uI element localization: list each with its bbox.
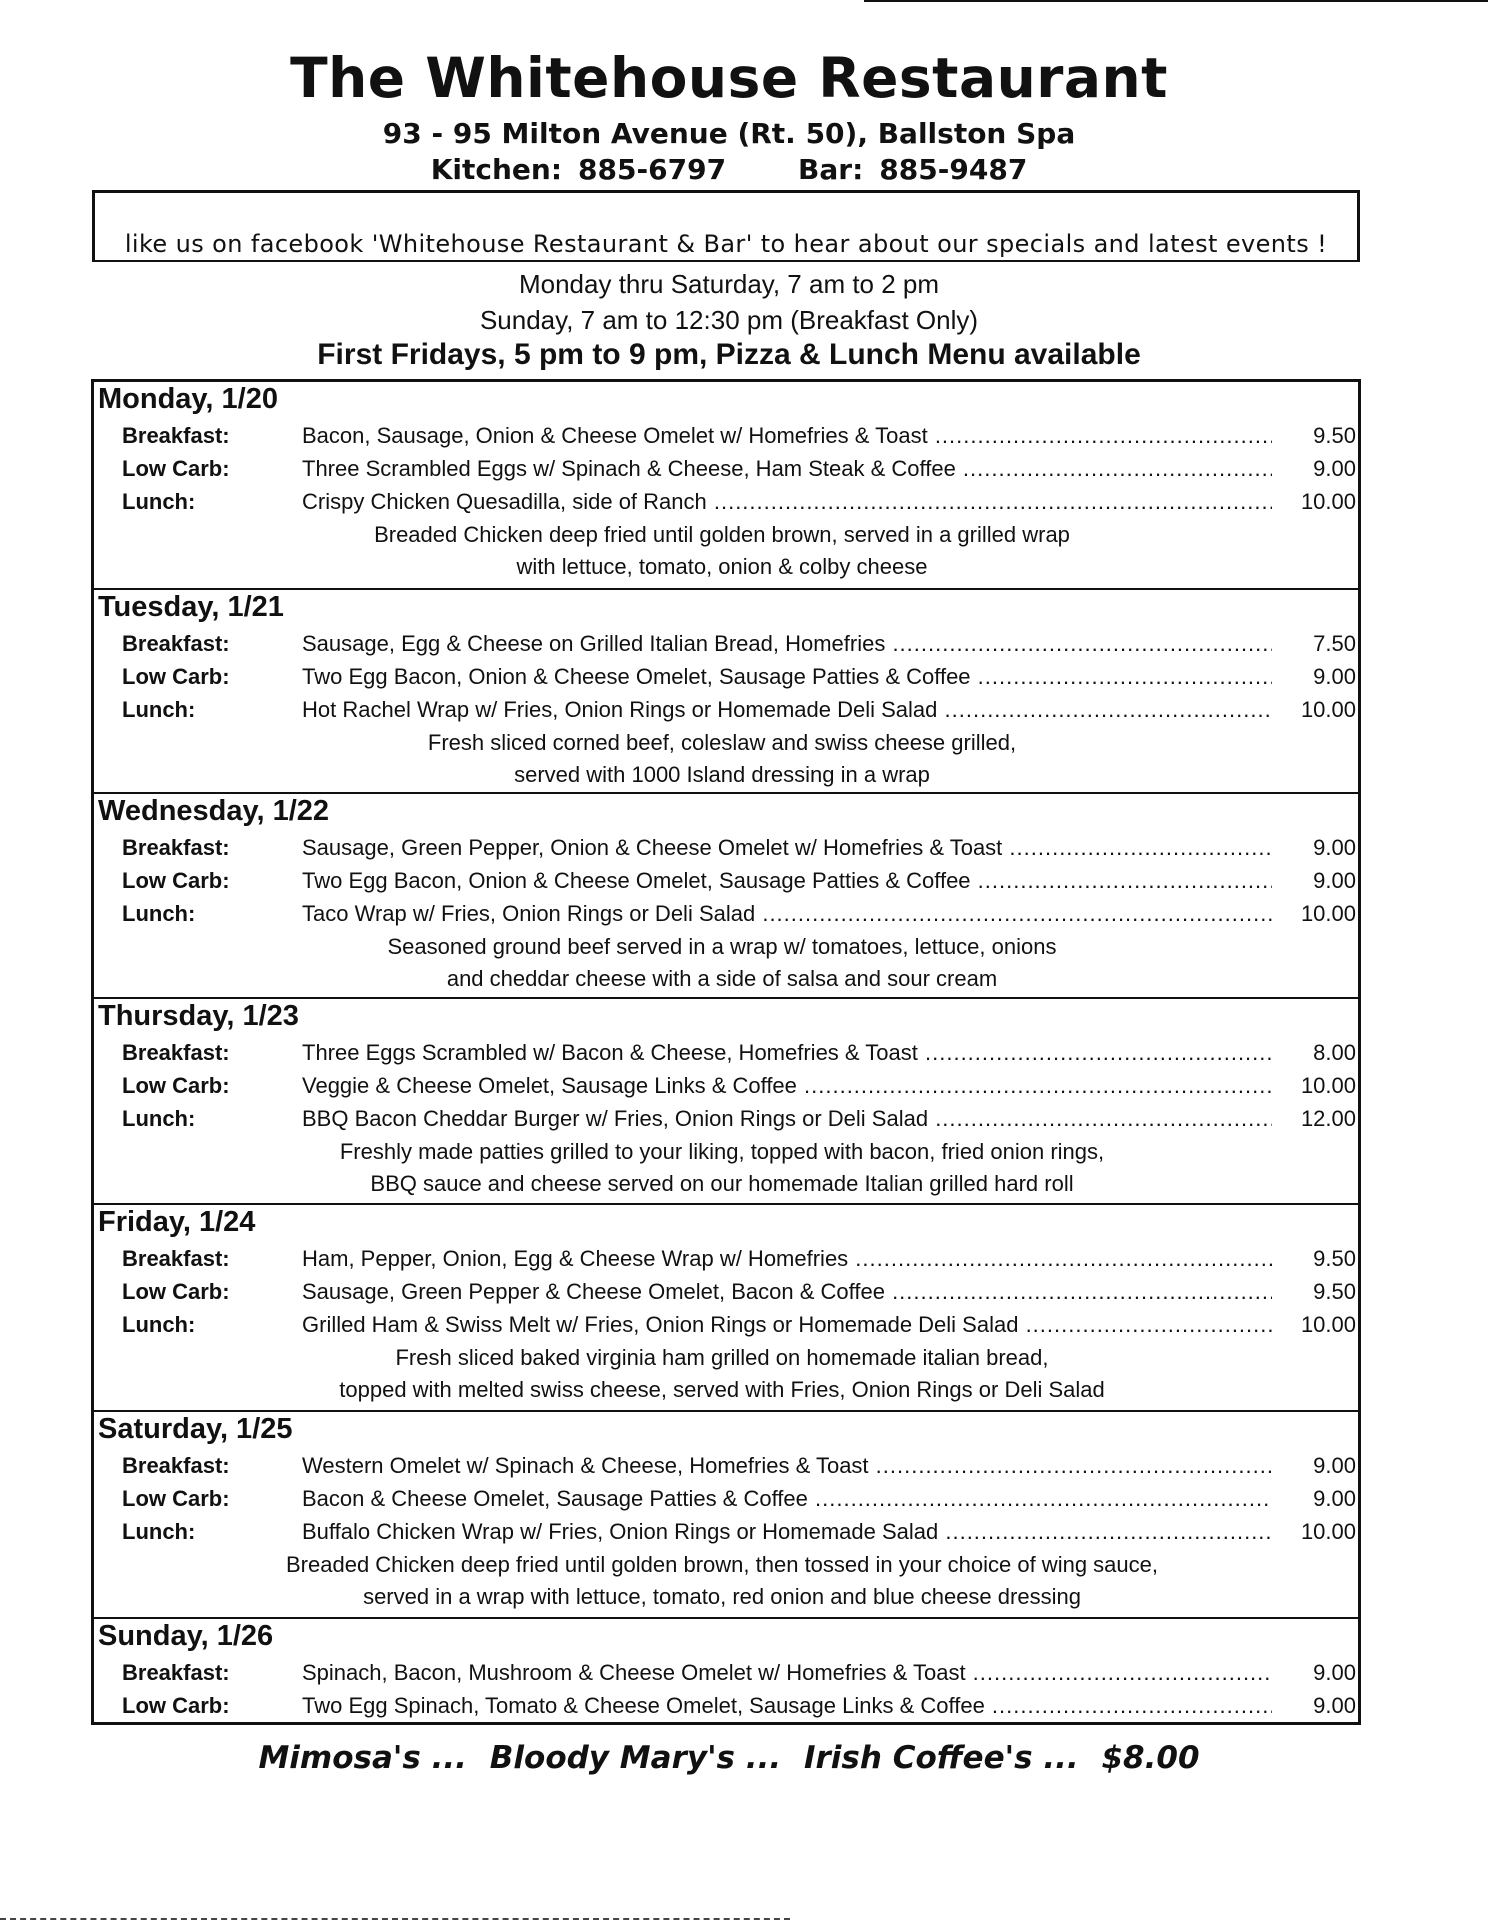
bottom-rule bbox=[0, 1918, 790, 1922]
drink-mimosa: Mimosa's ... bbox=[258, 1740, 467, 1776]
menu-item-row bbox=[94, 1483, 1358, 1515]
drink-price: $8.00 bbox=[1101, 1740, 1200, 1776]
menu-item-price: 9.50 bbox=[1313, 1279, 1356, 1304]
meal-label: Low Carb: bbox=[122, 1279, 230, 1304]
meal-label: Lunch: bbox=[122, 1312, 196, 1337]
menu-item-description: Breaded Chicken deep fried until golden brown, then tossed in your choice of wing sauce, bbox=[286, 1552, 1158, 1577]
menu-item-row bbox=[94, 1690, 1358, 1722]
menu-item-description: Fresh sliced baked virginia ham grilled on homemade italian bread, bbox=[395, 1345, 1049, 1370]
header bbox=[0, 40, 1458, 188]
meal-label: Breakfast: bbox=[122, 835, 230, 860]
bar-phone: 885-9487 bbox=[879, 153, 1028, 186]
menu-item-description: Breaded Chicken deep fried until golden brown, served in a grilled wrap bbox=[374, 522, 1070, 547]
menu-item-price: 10.00 bbox=[1300, 697, 1356, 722]
menu-item-name: Buffalo Chicken Wrap w/ Fries, Onion Rings or Homemade Salad ..... bbox=[302, 1516, 1272, 1548]
hours-sunday: Sunday, 7 am to 12:30 pm (Breakfast Only) bbox=[479, 305, 979, 335]
menu-item-name: Sausage, Green Pepper & Cheese Omelet, Bacon & Coffee ..... bbox=[302, 1276, 1272, 1308]
menu-item-row bbox=[94, 1516, 1358, 1548]
menu-item-row bbox=[94, 865, 1358, 897]
menu-item-description: served with 1000 Island dressing in a wrap bbox=[514, 762, 930, 787]
menu-item-name: Taco Wrap w/ Fries, Onion Rings or Deli Salad ..... bbox=[302, 898, 1272, 930]
day-heading: Wednesday, 1/22 bbox=[98, 795, 330, 827]
meal-label: Breakfast: bbox=[122, 1660, 230, 1685]
meal-label: Breakfast: bbox=[122, 1453, 230, 1478]
restaurant-address: 93 - 95 Milton Avenue (Rt. 50), Ballston Spa bbox=[382, 117, 1076, 150]
meal-label: Low Carb: bbox=[122, 456, 230, 481]
drink-specials bbox=[0, 1740, 1458, 1776]
menu-item-price: 8.00 bbox=[1313, 1040, 1356, 1065]
menu-item-row bbox=[94, 628, 1358, 660]
meal-label: Low Carb: bbox=[122, 664, 230, 689]
menu-item-name: Three Scrambled Eggs w/ Spinach & Cheese, Ham Steak & Coffee ..... bbox=[302, 453, 1272, 485]
menu-item-row bbox=[94, 832, 1358, 864]
menu-item-row bbox=[94, 1103, 1358, 1135]
day-section bbox=[94, 997, 1358, 1203]
hours bbox=[0, 266, 1458, 338]
menu-item-row bbox=[94, 1276, 1358, 1308]
day-section bbox=[94, 588, 1358, 792]
menu-item-price: 9.00 bbox=[1313, 456, 1356, 481]
menu-item-row bbox=[94, 1309, 1358, 1341]
restaurant-name: The Whitehouse Restaurant bbox=[290, 46, 1168, 110]
meal-label: Lunch: bbox=[122, 1106, 196, 1131]
meal-label: Low Carb: bbox=[122, 1073, 230, 1098]
day-heading: Monday, 1/20 bbox=[98, 383, 278, 415]
menu-item-price: 10.00 bbox=[1300, 489, 1356, 514]
bar-label: Bar: bbox=[798, 153, 864, 186]
menu-item-name: Three Eggs Scrambled w/ Bacon & Cheese, Homefries & Toast ..... bbox=[302, 1037, 1272, 1069]
menu-item-row bbox=[94, 898, 1358, 930]
menu-item-name: Spinach, Bacon, Mushroom & Cheese Omelet w/ Homefries & Toast ..... bbox=[302, 1657, 1272, 1689]
meal-label: Breakfast: bbox=[122, 1246, 230, 1271]
menu-item-row bbox=[94, 486, 1358, 518]
weekly-menu bbox=[91, 379, 1361, 1725]
menu-item-name: Two Egg Bacon, Onion & Cheese Omelet, Sausage Patties & Coffee ..... bbox=[302, 865, 1272, 897]
menu-item-row bbox=[94, 420, 1358, 452]
meal-label: Lunch: bbox=[122, 1519, 196, 1544]
day-section bbox=[94, 1410, 1358, 1617]
menu-item-description: Freshly made patties grilled to your liking, topped with bacon, fried onion rings, bbox=[339, 1139, 1105, 1164]
menu-item-description: served in a wrap with lettuce, tomato, red onion and blue cheese dressing bbox=[363, 1584, 1081, 1609]
day-section bbox=[94, 1203, 1358, 1410]
meal-label: Lunch: bbox=[122, 697, 196, 722]
top-rule bbox=[864, 0, 1488, 2]
menu-item-price: 9.00 bbox=[1313, 1660, 1356, 1685]
day-section bbox=[94, 382, 1358, 588]
meal-label: Lunch: bbox=[122, 489, 196, 514]
menu-item-name: Ham, Pepper, Onion, Egg & Cheese Wrap w/ Homefries ..... bbox=[302, 1243, 1272, 1275]
phone-numbers bbox=[0, 152, 1458, 188]
meal-label: Low Carb: bbox=[122, 1693, 230, 1718]
menu-item-name: Two Egg Spinach, Tomato & Cheese Omelet, Sausage Links & Coffee ..... bbox=[302, 1690, 1272, 1722]
menu-item-price: 9.50 bbox=[1313, 1246, 1356, 1271]
menu-item-description: topped with melted swiss cheese, served with Fries, Onion Rings or Deli Salad bbox=[339, 1377, 1105, 1402]
menu-item-description: Seasoned ground beef served in a wrap w/ tomatoes, lettuce, onions bbox=[387, 934, 1057, 959]
drink-irish-coffee: Irish Coffee's ... bbox=[803, 1740, 1079, 1776]
menu-item-name: Sausage, Green Pepper, Onion & Cheese Omelet w/ Homefries & Toast ..... bbox=[302, 832, 1272, 864]
day-heading: Tuesday, 1/21 bbox=[98, 591, 284, 623]
menu-item-name: Hot Rachel Wrap w/ Fries, Onion Rings or Homemade Deli Salad ..... bbox=[302, 694, 1272, 726]
menu-item-row bbox=[94, 1450, 1358, 1482]
facebook-note: like us on facebook 'Whitehouse Restaurant & Bar' to hear about our specials and latest events ! bbox=[124, 230, 1328, 258]
menu-item-price: 9.50 bbox=[1313, 423, 1356, 448]
menu-item-row bbox=[94, 694, 1358, 726]
menu-item-name: Two Egg Bacon, Onion & Cheese Omelet, Sausage Patties & Coffee ..... bbox=[302, 661, 1272, 693]
meal-label: Breakfast: bbox=[122, 423, 230, 448]
menu-item-name: Grilled Ham & Swiss Melt w/ Fries, Onion Rings or Homemade Deli Salad ..... bbox=[302, 1309, 1272, 1341]
facebook-box bbox=[92, 190, 1360, 262]
meal-label: Low Carb: bbox=[122, 1486, 230, 1511]
menu-item-price: 9.00 bbox=[1313, 1486, 1356, 1511]
menu-item-description: Fresh sliced corned beef, coleslaw and swiss cheese grilled, bbox=[427, 730, 1017, 755]
menu-item-price: 9.00 bbox=[1313, 1453, 1356, 1478]
menu-item-row bbox=[94, 1243, 1358, 1275]
hours-weekday: Monday thru Saturday, 7 am to 2 pm bbox=[518, 269, 940, 299]
day-heading: Friday, 1/24 bbox=[98, 1206, 256, 1238]
menu-item-price: 9.00 bbox=[1313, 868, 1356, 893]
menu-item-description: BBQ sauce and cheese served on our homemade Italian grilled hard roll bbox=[370, 1171, 1074, 1196]
menu-item-description: and cheddar cheese with a side of salsa and sour cream bbox=[446, 966, 998, 991]
menu-item-name: Veggie & Cheese Omelet, Sausage Links & Coffee ..... bbox=[302, 1070, 1272, 1102]
kitchen-label: Kitchen: bbox=[430, 153, 563, 186]
meal-label: Lunch: bbox=[122, 901, 196, 926]
menu-item-price: 9.00 bbox=[1313, 664, 1356, 689]
menu-item-description: with lettuce, tomato, onion & colby cheese bbox=[516, 554, 928, 579]
menu-item-price: 9.00 bbox=[1313, 1693, 1356, 1718]
menu-item-row bbox=[94, 1070, 1358, 1102]
meal-label: Low Carb: bbox=[122, 868, 230, 893]
day-heading: Saturday, 1/25 bbox=[98, 1413, 293, 1445]
day-heading: Sunday, 1/26 bbox=[98, 1620, 274, 1652]
menu-item-name: Bacon & Cheese Omelet, Sausage Patties & Coffee ..... bbox=[302, 1483, 1272, 1515]
menu-item-price: 12.00 bbox=[1300, 1106, 1356, 1131]
menu-item-row bbox=[94, 1037, 1358, 1069]
day-heading: Thursday, 1/23 bbox=[98, 1000, 299, 1032]
menu-item-name: BBQ Bacon Cheddar Burger w/ Fries, Onion Rings or Deli Salad ..... bbox=[302, 1103, 1272, 1135]
drink-bloody-mary: Bloody Mary's ... bbox=[489, 1740, 782, 1776]
meal-label: Breakfast: bbox=[122, 1040, 230, 1065]
menu-item-row bbox=[94, 453, 1358, 485]
menu-item-row bbox=[94, 661, 1358, 693]
menu-item-name: Bacon, Sausage, Onion & Cheese Omelet w/ Homefries & Toast ..... bbox=[302, 420, 1272, 452]
menu-item-name: Western Omelet w/ Spinach & Cheese, Homefries & Toast ..... bbox=[302, 1450, 1272, 1482]
day-section bbox=[94, 792, 1358, 997]
menu-item-row bbox=[94, 1657, 1358, 1689]
menu-item-name: Sausage, Egg & Cheese on Grilled Italian Bread, Homefries ..... bbox=[302, 628, 1272, 660]
menu-item-name: Crispy Chicken Quesadilla, side of Ranch ..... bbox=[302, 486, 1272, 518]
menu-item-price: 10.00 bbox=[1300, 1519, 1356, 1544]
first-fridays-note: First Fridays, 5 pm to 9 pm, Pizza & Lunch Menu available bbox=[317, 338, 1141, 371]
day-section bbox=[94, 1617, 1358, 1722]
menu-item-price: 10.00 bbox=[1300, 901, 1356, 926]
menu-item-price: 7.50 bbox=[1313, 631, 1356, 656]
menu-item-price: 10.00 bbox=[1300, 1073, 1356, 1098]
menu-item-price: 9.00 bbox=[1313, 835, 1356, 860]
kitchen-phone: 885-6797 bbox=[578, 153, 727, 186]
meal-label: Breakfast: bbox=[122, 631, 230, 656]
menu-item-price: 10.00 bbox=[1300, 1312, 1356, 1337]
